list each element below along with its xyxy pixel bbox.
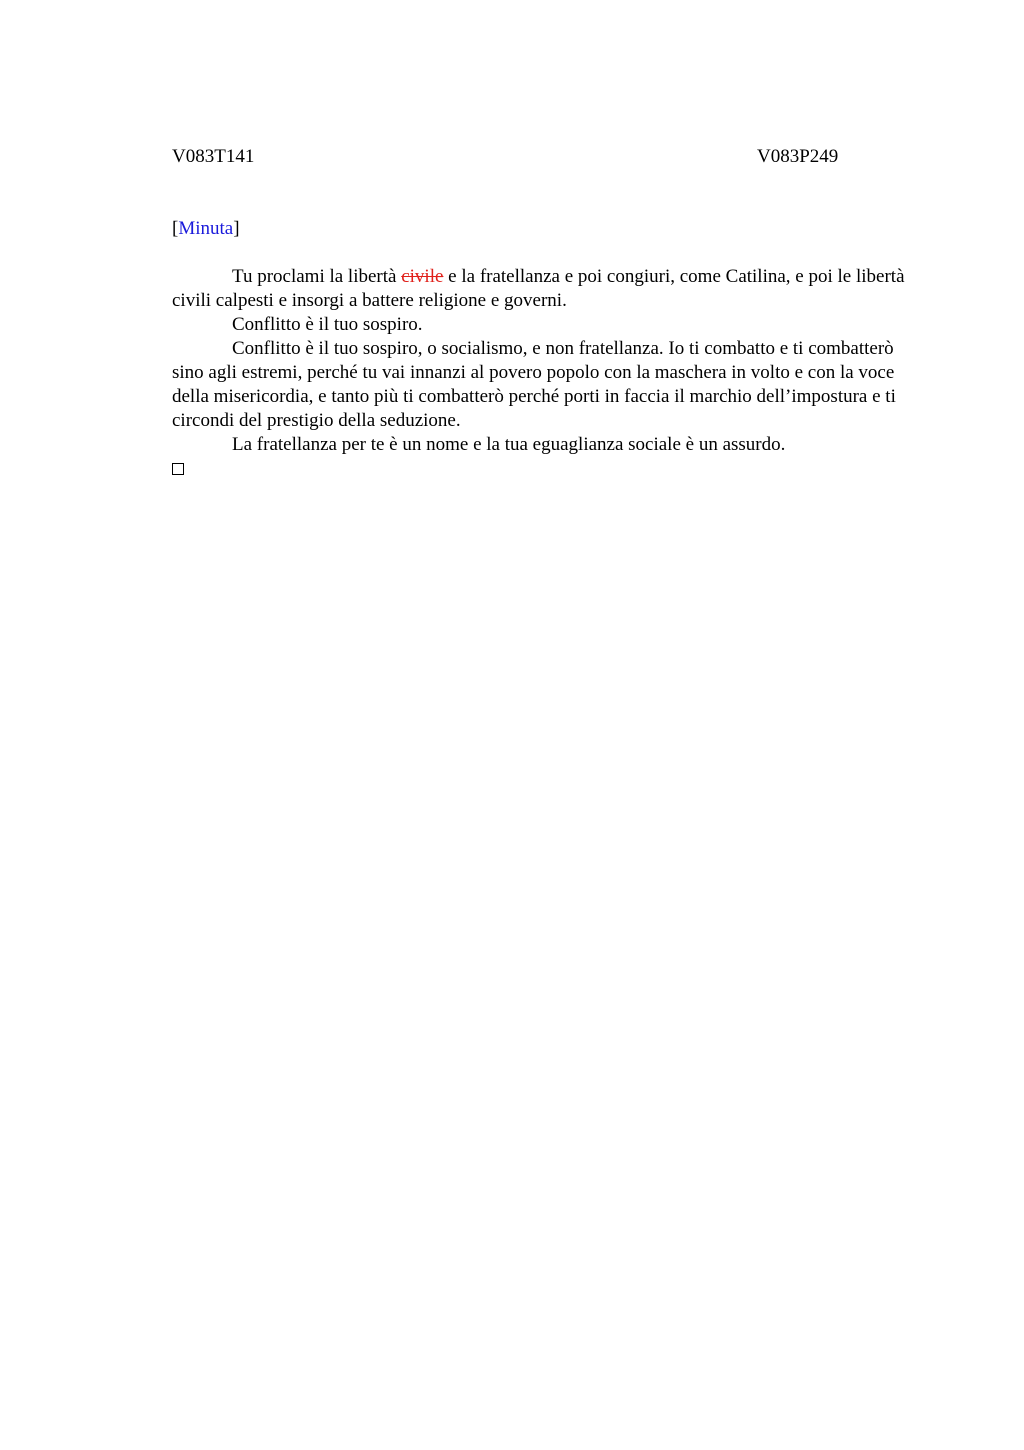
- document-body: [172, 265, 912, 482]
- section-label: [172, 217, 912, 241]
- open-bracket: [: [172, 218, 179, 239]
- document-page: [172, 145, 912, 482]
- deleted-word: civile: [401, 266, 444, 287]
- section-label-text: Minuta: [178, 218, 234, 239]
- paragraph-3: Conflitto è il tuo sospiro, o socialismo, e non fratellanza. Io ti combatto e ti combatterò sino agli estremi, perché tu vai innanzi al povero popolo con la maschera in volto e con la voce della misericordia, e tanto più ti combatterò perché porti in faccia il marchio dell’impostura e ti circondi del prestigio della seduzione.: [172, 338, 896, 431]
- square-outline-icon: [172, 463, 184, 475]
- paragraph-1-start: Tu proclami la libertà: [232, 266, 402, 287]
- document-id-left: V083T141: [172, 146, 255, 167]
- paragraph-4: La fratellanza per te è un nome e la tua eguaglianza sociale è un assurdo.: [232, 434, 786, 455]
- close-bracket: ]: [233, 218, 240, 239]
- paragraph-2: Conflitto è il tuo sospiro.: [232, 314, 423, 335]
- paragraph-1: [172, 265, 912, 313]
- document-id-right: V083P249: [757, 146, 839, 167]
- end-marker: [172, 457, 912, 482]
- document-header: [172, 145, 912, 171]
- paragraph-1-end: e la fratellanza e poi congiuri, come Catilina, e poi le libertà civili calpesti e insorgi a battere religione e governi.: [172, 266, 905, 311]
